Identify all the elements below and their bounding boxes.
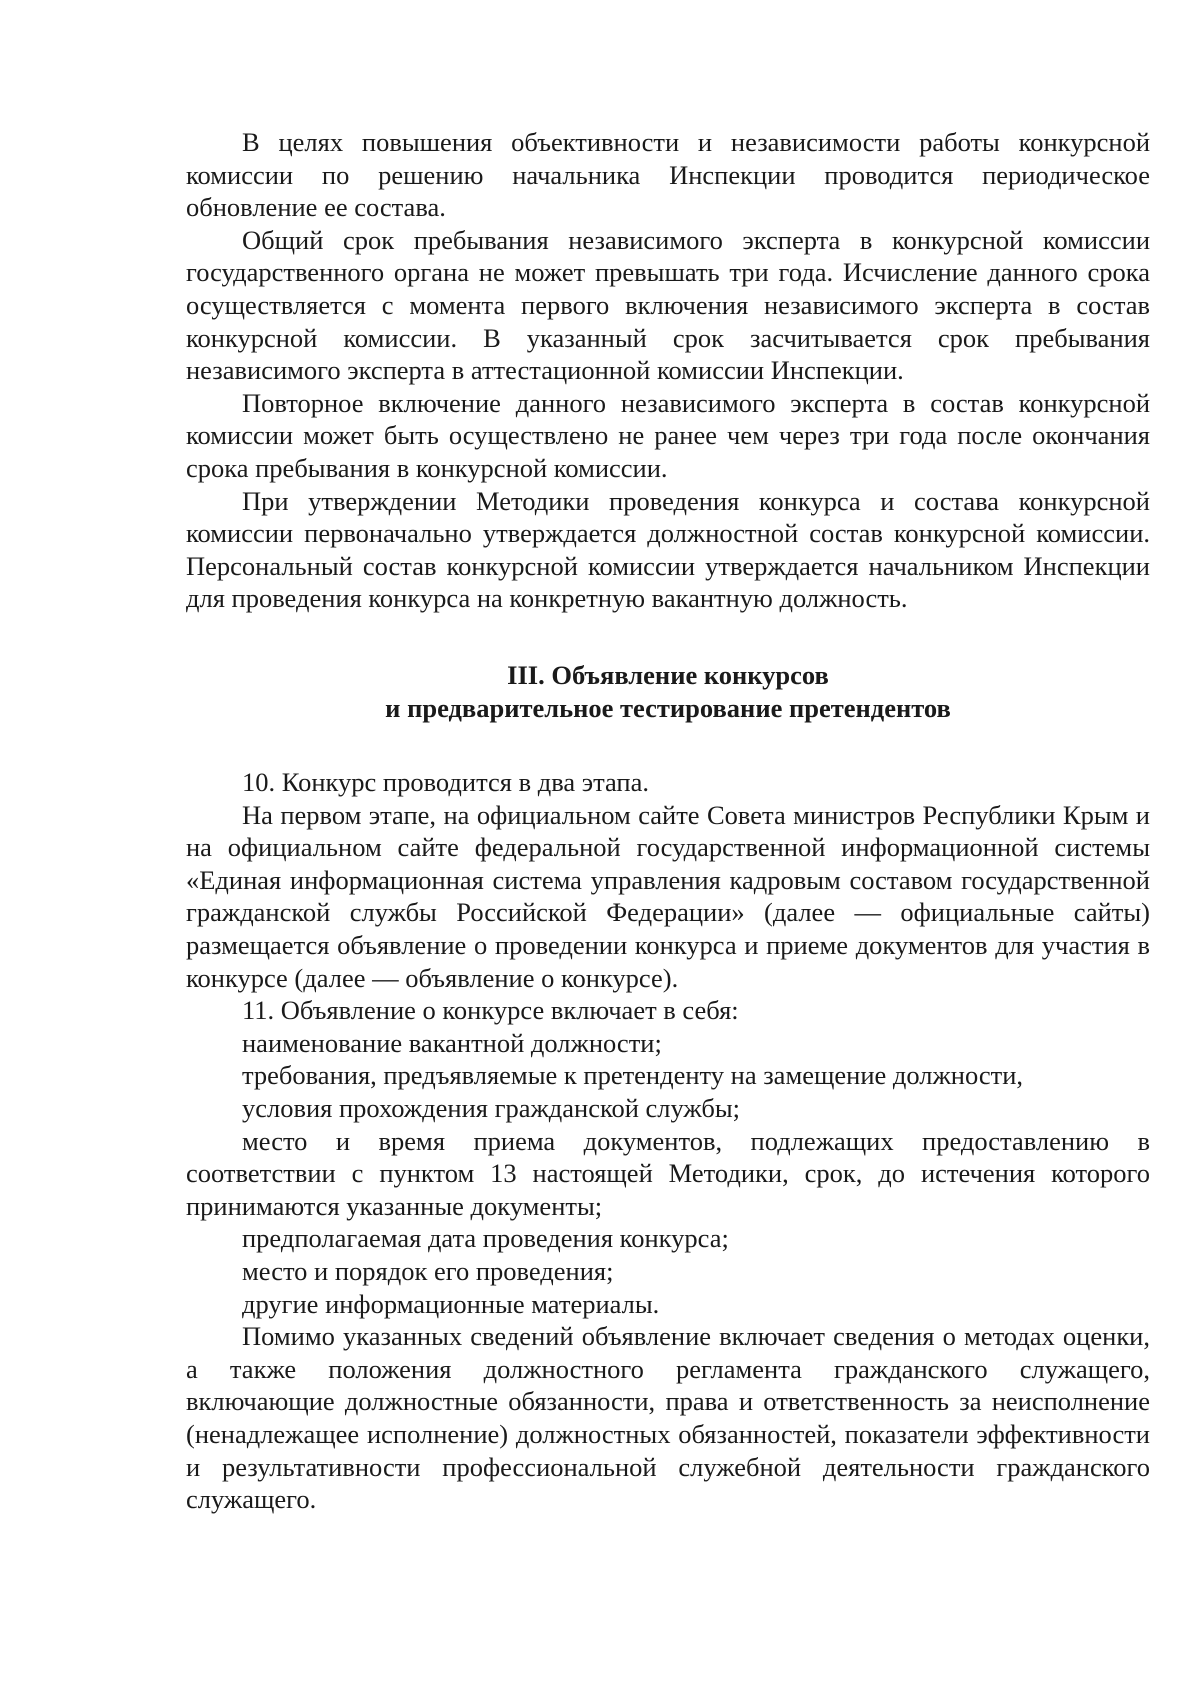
section-heading-line-1: III. Объявление конкурсов	[507, 659, 829, 690]
list-item-position-name: наименование вакантной должности;	[242, 1027, 662, 1058]
list-item-document-submission: место и время приема документов, подлежащих предоставлению в соответствии с пунктом 13 настоящей Методики, срок, до истечения которого принимаются указанные документы;	[186, 1125, 1150, 1221]
list-item-expected-date: предполагаемая дата проведения конкурса;	[242, 1223, 729, 1254]
list-item-place-and-order: место и порядок его проведения;	[242, 1256, 614, 1286]
section-heading	[186, 659, 1150, 724]
paragraph-expert-rotation: В целях повышения объективности и независимости работы конкурсной комиссии по решению начальника Инспекции проводится периодическое обновление ее состава.	[186, 127, 1150, 223]
list-item-service-conditions: условия прохождения гражданской службы;	[242, 1093, 741, 1124]
paragraph-expert-term: Общий срок пребывания независимого эксперта в конкурсной комиссии государственного органа не может превышать три года. Исчисление данного срока осуществляется с момента первого включения независимого эксперта в состав конкурсной комиссии. В указанный срок засчитывается срок пребывания независимого эксперта в аттестационной комиссии Инспекции.	[186, 224, 1150, 386]
paragraph-item-10: 10. Конкурс проводится в два этапа.	[242, 767, 649, 798]
paragraph-commission-approval: При утверждении Методики проведения конкурса и состава конкурсной комиссии первоначально утверждается должностной состав конкурсной комиссии. Персональный состав конкурсной комиссии утверждается начальником Инспекции для проведения конкурса на конкретную вакантную должность.	[186, 485, 1150, 614]
list-item-requirements: требования, предъявляемые к претенденту на замещение должности,	[242, 1060, 1024, 1091]
paragraph-expert-reinclusion: Повторное включение данного независимого эксперта в состав конкурсной комиссии может быть осуществлено не ранее чем через три года после окончания срока пребывания в конкурсной комиссии.	[186, 387, 1150, 483]
document-body	[186, 126, 1150, 1516]
paragraph-item-11: 11. Объявление о конкурсе включает в себя:	[242, 995, 739, 1026]
section-heading-line-2: и предварительное тестирование претендентов	[385, 692, 951, 723]
paragraph-additional-info: Помимо указанных сведений объявление включает сведения о методах оценки, а также положения должностного регламента гражданского служащего, включающие должностные обязанности, права и ответственность за неисполнение (ненадлежащее исполнение) должностных обязанностей, показатели эффективности и результативности профессиональной служебной деятельности гражданского служащего.	[186, 1321, 1150, 1515]
paragraph-first-stage: На первом этапе, на официальном сайте Совета министров Республики Крым и на официальном сайте федеральной государственной информационной системы «Единая информационная система управления кадровым составом государственной гражданской службы Российской Федерации» (далее — официальные сайты) размещается объявление о проведении конкурса и приеме документов для участия в конкурсе (далее — объявление о конкурсе).	[186, 799, 1150, 993]
list-item-other-materials: другие информационные материалы.	[242, 1288, 660, 1319]
